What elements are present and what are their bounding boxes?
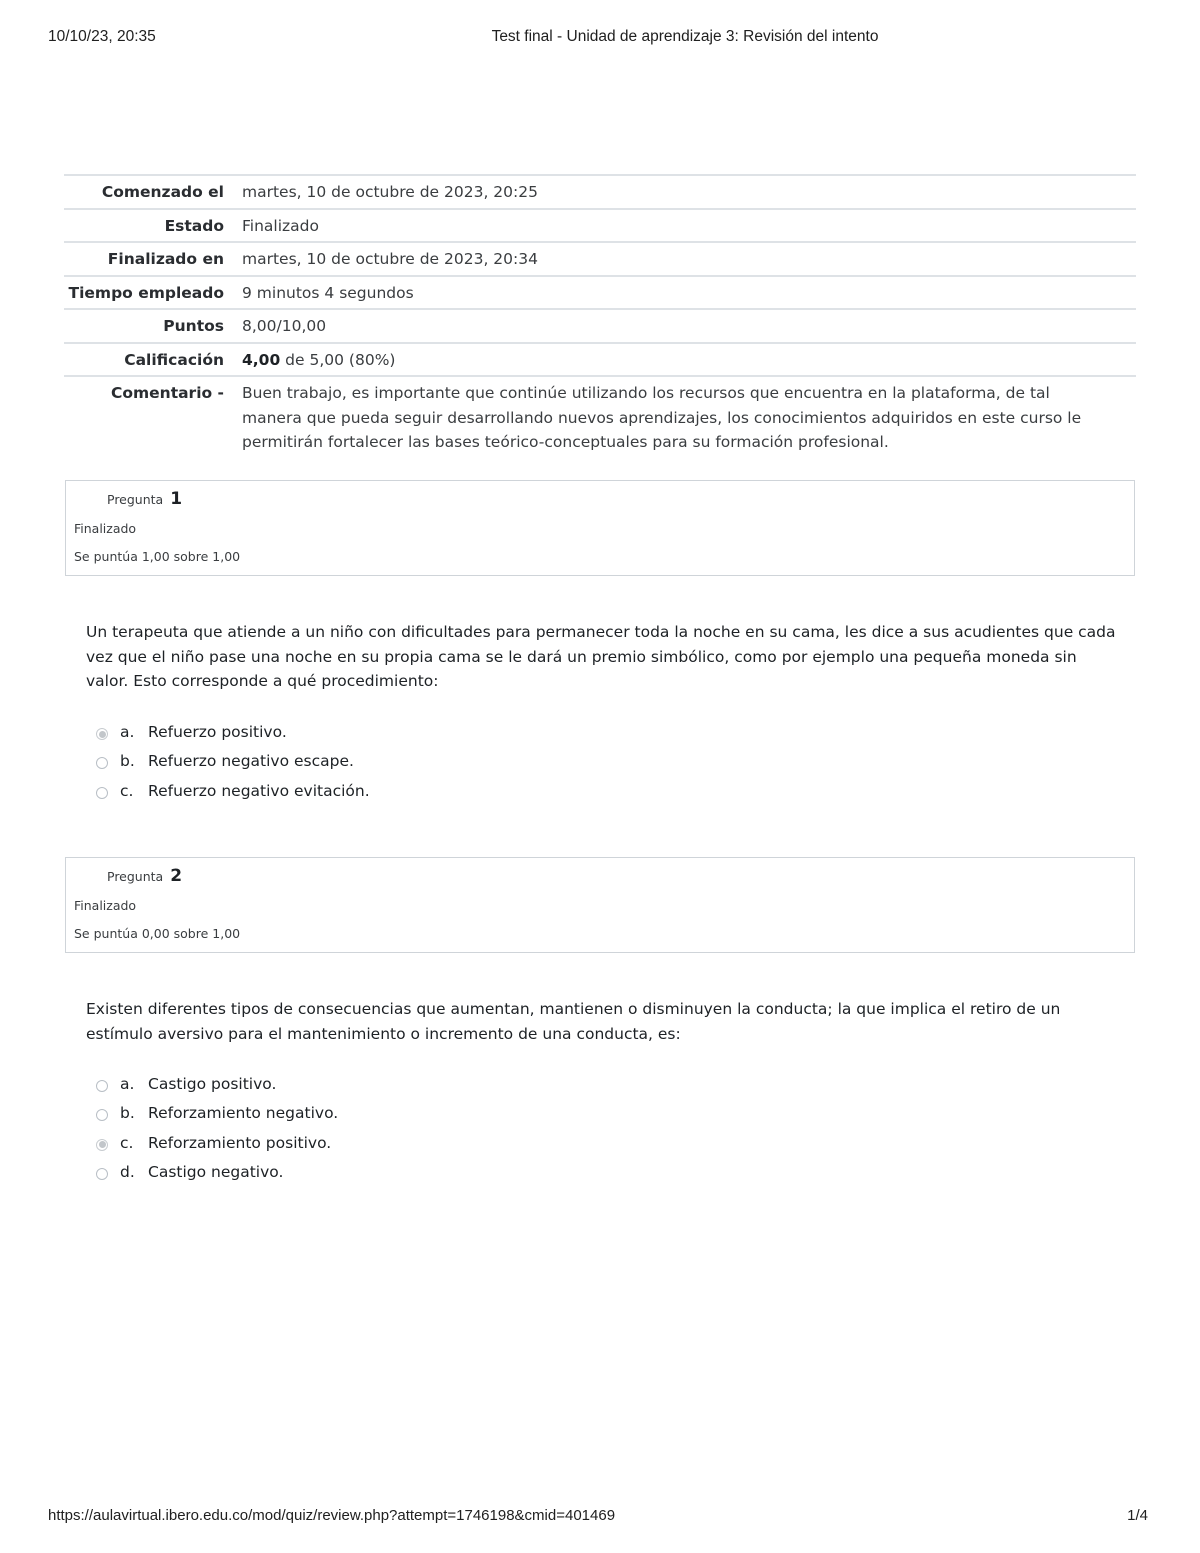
answer-option[interactable] [94,722,994,751]
summary-value: martes, 10 de octubre de 2023, 20:34 [242,250,538,268]
radio-button[interactable] [96,1168,108,1180]
summary-label: Tiempo empleado [68,283,224,302]
page-number: 1/4 [1127,1507,1148,1524]
question-number-value: 1 [170,489,183,509]
option-text: Refuerzo negativo evitación. [148,781,370,800]
grade-out-of: de 5,00 (80%) [280,350,396,369]
radio-button[interactable] [96,757,108,769]
summary-value: Finalizado [242,216,319,235]
question-label: Pregunta [107,492,164,507]
option-letter: a. [120,723,135,741]
answer-option[interactable] [94,1133,994,1162]
option-letter: a. [120,1075,135,1093]
page-title: Test final - Unidad de aprendizaje 3: Revisión del intento [491,28,879,45]
option-text: Castigo positivo. [148,1075,277,1093]
answer-option[interactable] [94,1074,994,1103]
question-number-value: 2 [170,866,183,886]
answer-options [94,1074,994,1191]
summary-value: Buen trabajo, es importante que continúe utilizando los recursos que encuentra en la plataforma, de tal manera que pueda seguir desarrollando nuevos aprendizajes, los conocimientos adquiridos en este curso le permitirán fortalecer las bases teórico-conceptuales para su formación profesional. [242,384,1082,451]
question-number [107,866,182,886]
radio-button-selected[interactable] [96,1139,108,1151]
summary-label: Comenzado el [101,183,224,201]
summary-value: 8,00/10,00 [242,317,327,335]
grade-score: 4,00 [242,350,281,369]
question-info-box [65,480,1135,576]
option-text: Reforzamiento negativo. [148,1104,339,1123]
summary-value: 9 minutos 4 segundos [242,283,414,302]
attempt-summary-table [64,174,1136,458]
option-text: Refuerzo positivo. [148,723,287,741]
answer-option[interactable] [94,751,994,780]
question-grade: Se puntúa 1,00 sobre 1,00 [74,549,241,564]
option-text: Refuerzo negativo escape. [148,752,354,771]
radio-button[interactable] [96,787,108,799]
print-header [0,28,1200,48]
radio-button-selected[interactable] [96,728,108,740]
question-text: Un terapeuta que atiende a un niño con dificultades para permanecer toda la noche en su cama, les dice a sus acudientes que cada vez que el niño pase una noche en su propia cama se le dará un premio simbólico, como por ejemplo una pequeña moneda sin valor. Esto corresponde a qué procedimiento: [86,623,1116,690]
question-state: Finalizado [74,521,137,536]
summary-row-points [64,309,1136,343]
answer-option[interactable] [94,781,994,810]
option-letter: d. [120,1162,135,1181]
summary-label: Finalizado en [107,250,224,268]
question-grade: Se puntúa 0,00 sobre 1,00 [74,926,241,941]
answer-option[interactable] [94,1103,994,1132]
question-label: Pregunta [107,869,164,884]
answer-options [94,722,994,810]
question-text: Existen diferentes tipos de consecuencias que aumentan, mantienen o disminuyen la conducta; la que implica el retiro de un estímulo aversivo para el mantenimiento o incremento de una conducta, es: [86,1000,1061,1043]
radio-button[interactable] [96,1080,108,1092]
print-footer [0,1507,1200,1527]
question-info-box [65,857,1135,953]
summary-row-time-taken [64,276,1136,310]
summary-row-started [64,175,1136,209]
option-letter: b. [120,1104,135,1123]
radio-button[interactable] [96,1109,108,1121]
summary-label: Puntos [163,317,224,335]
question-number [107,489,182,509]
summary-value [234,343,1136,377]
summary-label: Comentario - [110,384,224,402]
summary-row-finished [64,242,1136,276]
answer-option[interactable] [94,1162,994,1191]
question-state: Finalizado [74,898,137,913]
page-url: https://aulavirtual.ibero.edu.co/mod/quiz/review.php?attempt=1746198&cmid=401469 [48,1507,616,1524]
option-text: Reforzamiento positivo. [148,1133,332,1152]
print-datetime: 10/10/23, 20:35 [48,28,156,45]
option-letter: b. [120,752,135,771]
summary-value: martes, 10 de octubre de 2023, 20:25 [242,183,538,201]
summary-label: Estado [164,216,224,235]
option-letter: c. [120,781,134,800]
summary-row-state [64,209,1136,243]
summary-label: Calificación [124,350,224,369]
option-text: Castigo negativo. [148,1162,284,1181]
summary-row-grade [64,343,1136,377]
option-letter: c. [120,1133,134,1152]
summary-row-comment [64,376,1136,458]
